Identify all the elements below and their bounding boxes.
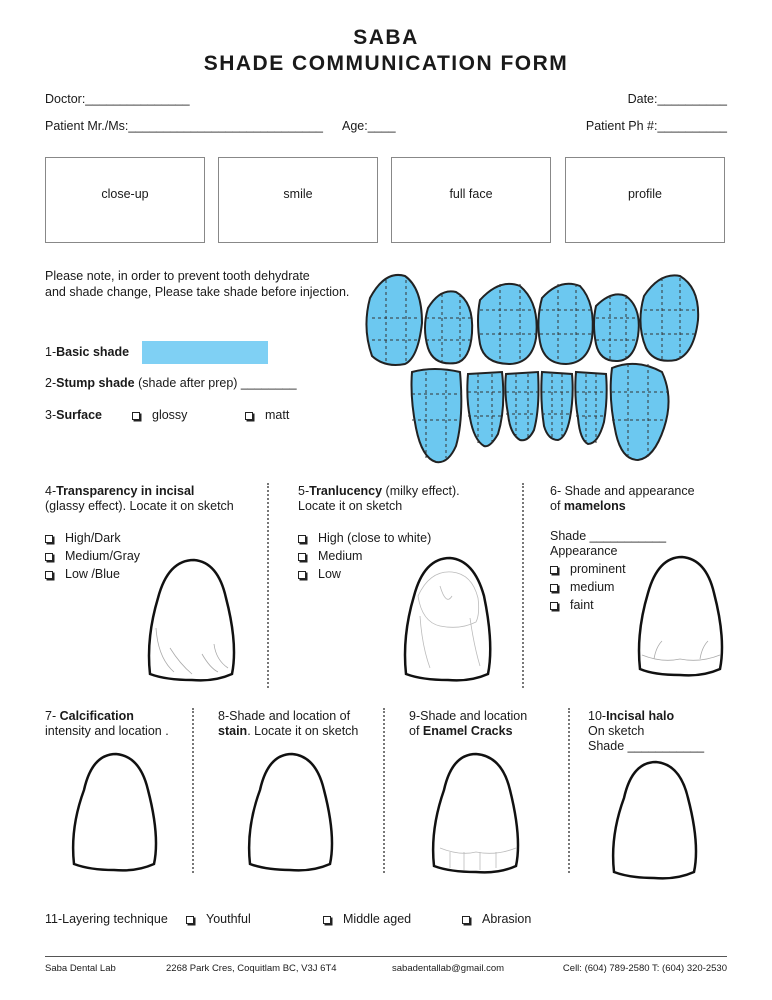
lower-tooth <box>541 372 572 440</box>
tooth-sketch-stain[interactable] <box>246 752 336 872</box>
tooth-sketch-incisal-halo[interactable] <box>610 760 700 880</box>
patient-phone-field[interactable]: Patient Ph #:__________ <box>585 119 727 133</box>
mamelons-option-faint[interactable]: faint <box>550 597 594 613</box>
mamelons-option-medium[interactable]: medium <box>550 579 614 595</box>
checkbox[interactable] <box>298 571 306 579</box>
photo-box-full-face[interactable] <box>391 157 551 243</box>
tooth-sketch-enamel-cracks[interactable] <box>430 752 522 874</box>
photo-box-close-up[interactable] <box>45 157 205 243</box>
section10-subheading: On sketch <box>588 724 645 738</box>
photo-box-smile[interactable] <box>218 157 378 243</box>
transparency-option-low[interactable]: Low /Blue <box>45 566 120 582</box>
photo-box-profile[interactable] <box>565 157 725 243</box>
upper-tooth <box>478 284 537 364</box>
lower-tooth <box>467 372 503 446</box>
column-divider <box>522 483 524 688</box>
incisal-halo-shade-field[interactable]: Shade ___________ <box>588 739 705 753</box>
footer-phones: Cell: (604) 789-2580 T: (604) 320-2530 <box>562 963 727 974</box>
section5-heading: 5-Tranlucency (milky effect). <box>298 484 460 498</box>
checkbox[interactable] <box>550 566 558 574</box>
footer-company: Saba Dental Lab <box>45 963 116 974</box>
column-divider <box>383 708 385 873</box>
form-title-line1: SABA <box>353 26 419 49</box>
layering-option-youthful[interactable]: Youthful <box>186 911 251 927</box>
tooth-sketch-translucency[interactable] <box>400 556 496 684</box>
layering-technique-label: 11-Layering technique <box>45 912 168 926</box>
tooth-sketch-mamelons[interactable] <box>634 555 726 679</box>
transparency-option-medium[interactable]: Medium/Gray <box>45 548 140 564</box>
checkbox[interactable] <box>323 916 331 924</box>
lower-tooth <box>505 372 538 440</box>
section4-subheading: (glassy effect). Locate it on sketch <box>45 499 234 513</box>
basic-shade-label: 1-Basic shade <box>45 345 130 359</box>
section9-heading: 9-Shade and location <box>409 709 528 723</box>
form-title-line2: SHADE COMMUNICATION FORM <box>203 52 569 75</box>
section10-heading: 10-Incisal halo <box>588 709 675 723</box>
section5-subheading: Locate it on sketch <box>298 499 403 513</box>
footer-email[interactable]: sabadentallab@gmail.com <box>392 963 505 974</box>
surface-option-matt[interactable]: matt <box>245 407 289 423</box>
checkbox[interactable] <box>550 602 558 610</box>
age-field[interactable]: Age:____ <box>342 119 396 133</box>
lower-tooth <box>412 369 462 462</box>
checkbox[interactable] <box>462 916 470 924</box>
upper-tooth <box>538 284 592 364</box>
note-line2: and shade change, Please take shade before injection. <box>45 285 350 299</box>
mamelons-shade-field[interactable]: Shade ___________ <box>550 529 667 543</box>
section9-subheading: of Enamel Cracks <box>409 724 513 738</box>
column-divider <box>568 708 570 873</box>
column-divider <box>192 708 194 873</box>
section7-subheading: intensity and location . <box>45 724 169 738</box>
checkbox[interactable] <box>45 553 53 561</box>
photo-box-label: close-up <box>101 187 149 201</box>
transparency-option-high[interactable]: High/Dark <box>45 530 121 546</box>
mamelons-appearance-label: Appearance <box>550 544 618 558</box>
layering-option-abrasion[interactable]: Abrasion <box>462 911 531 927</box>
layering-option-middle-aged[interactable]: Middle aged <box>323 911 411 927</box>
checkbox[interactable] <box>550 584 558 592</box>
doctor-field[interactable]: Doctor:_______________ <box>45 92 190 106</box>
section8-subheading: stain. Locate it on sketch <box>218 724 359 738</box>
translucency-option-medium[interactable]: Medium <box>298 548 362 564</box>
surface-label: 3-Surface <box>45 408 102 422</box>
surface-option-glossy[interactable]: glossy <box>132 407 187 423</box>
photo-box-label: full face <box>449 187 493 201</box>
upper-tooth <box>640 275 698 360</box>
section6-heading: 6- Shade and appearance <box>550 484 695 498</box>
lower-tooth <box>575 372 606 444</box>
section7-heading: 7- Calcification <box>45 709 134 723</box>
lower-tooth <box>611 364 669 460</box>
translucency-option-high[interactable]: High (close to white) <box>298 530 431 546</box>
footer-address: 2268 Park Cres, Coquitlam BC, V3J 6T4 <box>166 963 337 974</box>
checkbox[interactable] <box>298 553 306 561</box>
checkbox[interactable] <box>186 916 194 924</box>
patient-name-field[interactable]: Patient Mr./Ms:____________________________ <box>45 119 324 133</box>
mamelons-option-prominent[interactable]: prominent <box>550 561 626 577</box>
checkbox[interactable] <box>298 535 306 543</box>
note-line1: Please note, in order to prevent tooth dehydrate <box>45 269 310 283</box>
date-field[interactable]: Date:__________ <box>627 92 727 106</box>
tooth-sketch-transparency[interactable] <box>144 558 240 682</box>
checkbox[interactable] <box>45 535 53 543</box>
column-divider <box>267 483 269 688</box>
section8-heading: 8-Shade and location of <box>218 709 351 723</box>
stump-shade-label[interactable]: 2-Stump shade (shade after prep) ________ <box>45 376 297 390</box>
footer-divider <box>45 956 727 957</box>
checkbox[interactable] <box>132 412 140 420</box>
upper-tooth <box>594 294 639 361</box>
upper-tooth <box>425 291 472 363</box>
dental-arch-illustration <box>360 268 730 468</box>
basic-shade-swatch[interactable] <box>142 341 268 364</box>
photo-box-label: profile <box>627 187 663 201</box>
section6-subheading: of mamelons <box>550 499 626 513</box>
section4-heading: 4-Transparency in incisal <box>45 484 195 498</box>
translucency-option-low[interactable]: Low <box>298 566 341 582</box>
tooth-sketch-calcification[interactable] <box>70 752 160 872</box>
photo-box-label: smile <box>283 187 313 201</box>
checkbox[interactable] <box>245 412 253 420</box>
upper-tooth <box>366 275 422 365</box>
checkbox[interactable] <box>45 571 53 579</box>
